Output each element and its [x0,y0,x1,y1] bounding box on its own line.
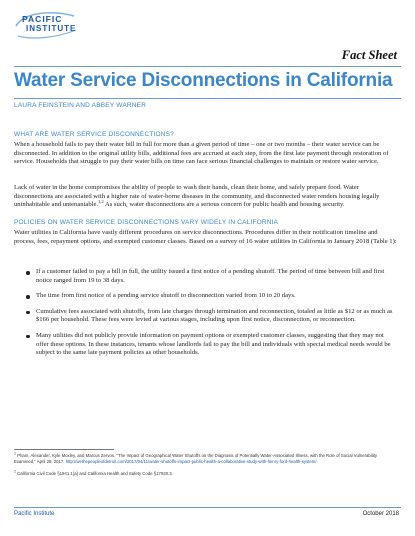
section1-paragraph2 [14,184,398,210]
footnote-rule [14,449,114,450]
footer-date: October 2018 [362,511,399,517]
list-item: If a customer failed to pay a bill in full, the utility issued a first notice of a pending shutoff. The period of time between bill and first notice ranged from 19 to 38 days. [26,268,394,285]
para2-text: Lack of water in the home compromises the ability of people to wash their hands, clean their home, and safely prepare food. Water disconnections are associated with a higher rate of water-borne diseases in the community, and disconnected water renders housing legally uninhabitable and untenantable. [14,184,380,209]
footer-org: Pacific Institute [14,511,55,517]
section1-heading: WHAT ARE WATER SERVICE DISCONNECTIONS? [14,131,175,138]
bullet-icon [26,271,30,275]
pacific-institute-logo [12,10,82,42]
list-item: Cumulative fees associated with shutoffs, from late charges through termination and reconnection, totaled as little as $12 or as much as $166 per household. These fees were levied at various stages, including upon first notice, disconnection, or reconnection. [26,308,394,325]
footer-rule [14,507,401,508]
doc-type: Fact Sheet [341,48,397,62]
footnote-1: $^1$ Pham, Alexander, Kyle Moxley, and Marcus Zervos. "The Impact of Geographical Water Shutoffs on the Diagnosis of Potentially Water-Associated Illness, with the Role of Social Vulnerability Examined," April 28, 2017. http://wethepeopleofdetroit.com/2017/04/11/water-shutoffs-impact-public-health-a-collaborative-study-with-henry-ford-health-system/. [14,451,377,464]
logo-line2: INSTITUTE [26,24,77,33]
findings-list [26,268,394,365]
logo-line1: PACIFIC [22,14,63,24]
title-rule [14,98,401,99]
list-item: Many utilities did not publicly provide information on payment options or exempted customer classes, suggesting that they may not offer these options. In these instances, tenants whose landlords fail to pay the bill and individuals with special medical needs would be subject to the same late payment policies as other households. [26,332,394,358]
header-rule [14,66,401,67]
page-title: Water Service Disconnections in California [14,70,393,91]
bullet-icon [26,311,30,315]
section2-intro: Water utilities in California have vastly different procedures on service disconnections. Procedures differ in their notification timeline and process, fees, repayment options, and exempted customer classes. Based on a survey of 16 water utilities in California in January 2018 (Table 1): [14,229,397,245]
footnote-2: $^2$ California Civil Code §1941.1(a) and California Health and Safety Code §17920.3. [14,469,173,476]
list-item: The time from first notice of a pending service shutoff to disconnection varied from 10 to 20 days. [26,292,394,301]
bullet-icon [26,335,30,339]
section2-heading: POLICIES ON WATER SERVICE DISCONNECTIONS VARY WIDELY IN CALIFORNIA [14,219,279,226]
para2-ref: 1,2 [98,199,104,204]
section1-paragraph1: When a household fails to pay their water bill in full for more than a given period of time – one or two months – their water service can be disconnected. In addition to the original utility bills, additional fees are accrued at each step, from the first late payment through restoration of service. Households that struggle to pay their water bills on time can face serious financial challenges to maintain or restore water service. [14,141,389,166]
authors: LAURA FEINSTEIN AND ABBEY WARNER [14,102,147,109]
footnote-1-link[interactable]: http://wethepeopleofdetroit.com/2017/04/11/water-shutoffs-impact-public-health-a-collaborative-study-with-henry-ford-health-system/ [65,458,317,464]
para2-tail: As such, water disconnections are a serious concern for public health and housing security. [103,201,345,209]
bullet-icon [26,295,30,299]
